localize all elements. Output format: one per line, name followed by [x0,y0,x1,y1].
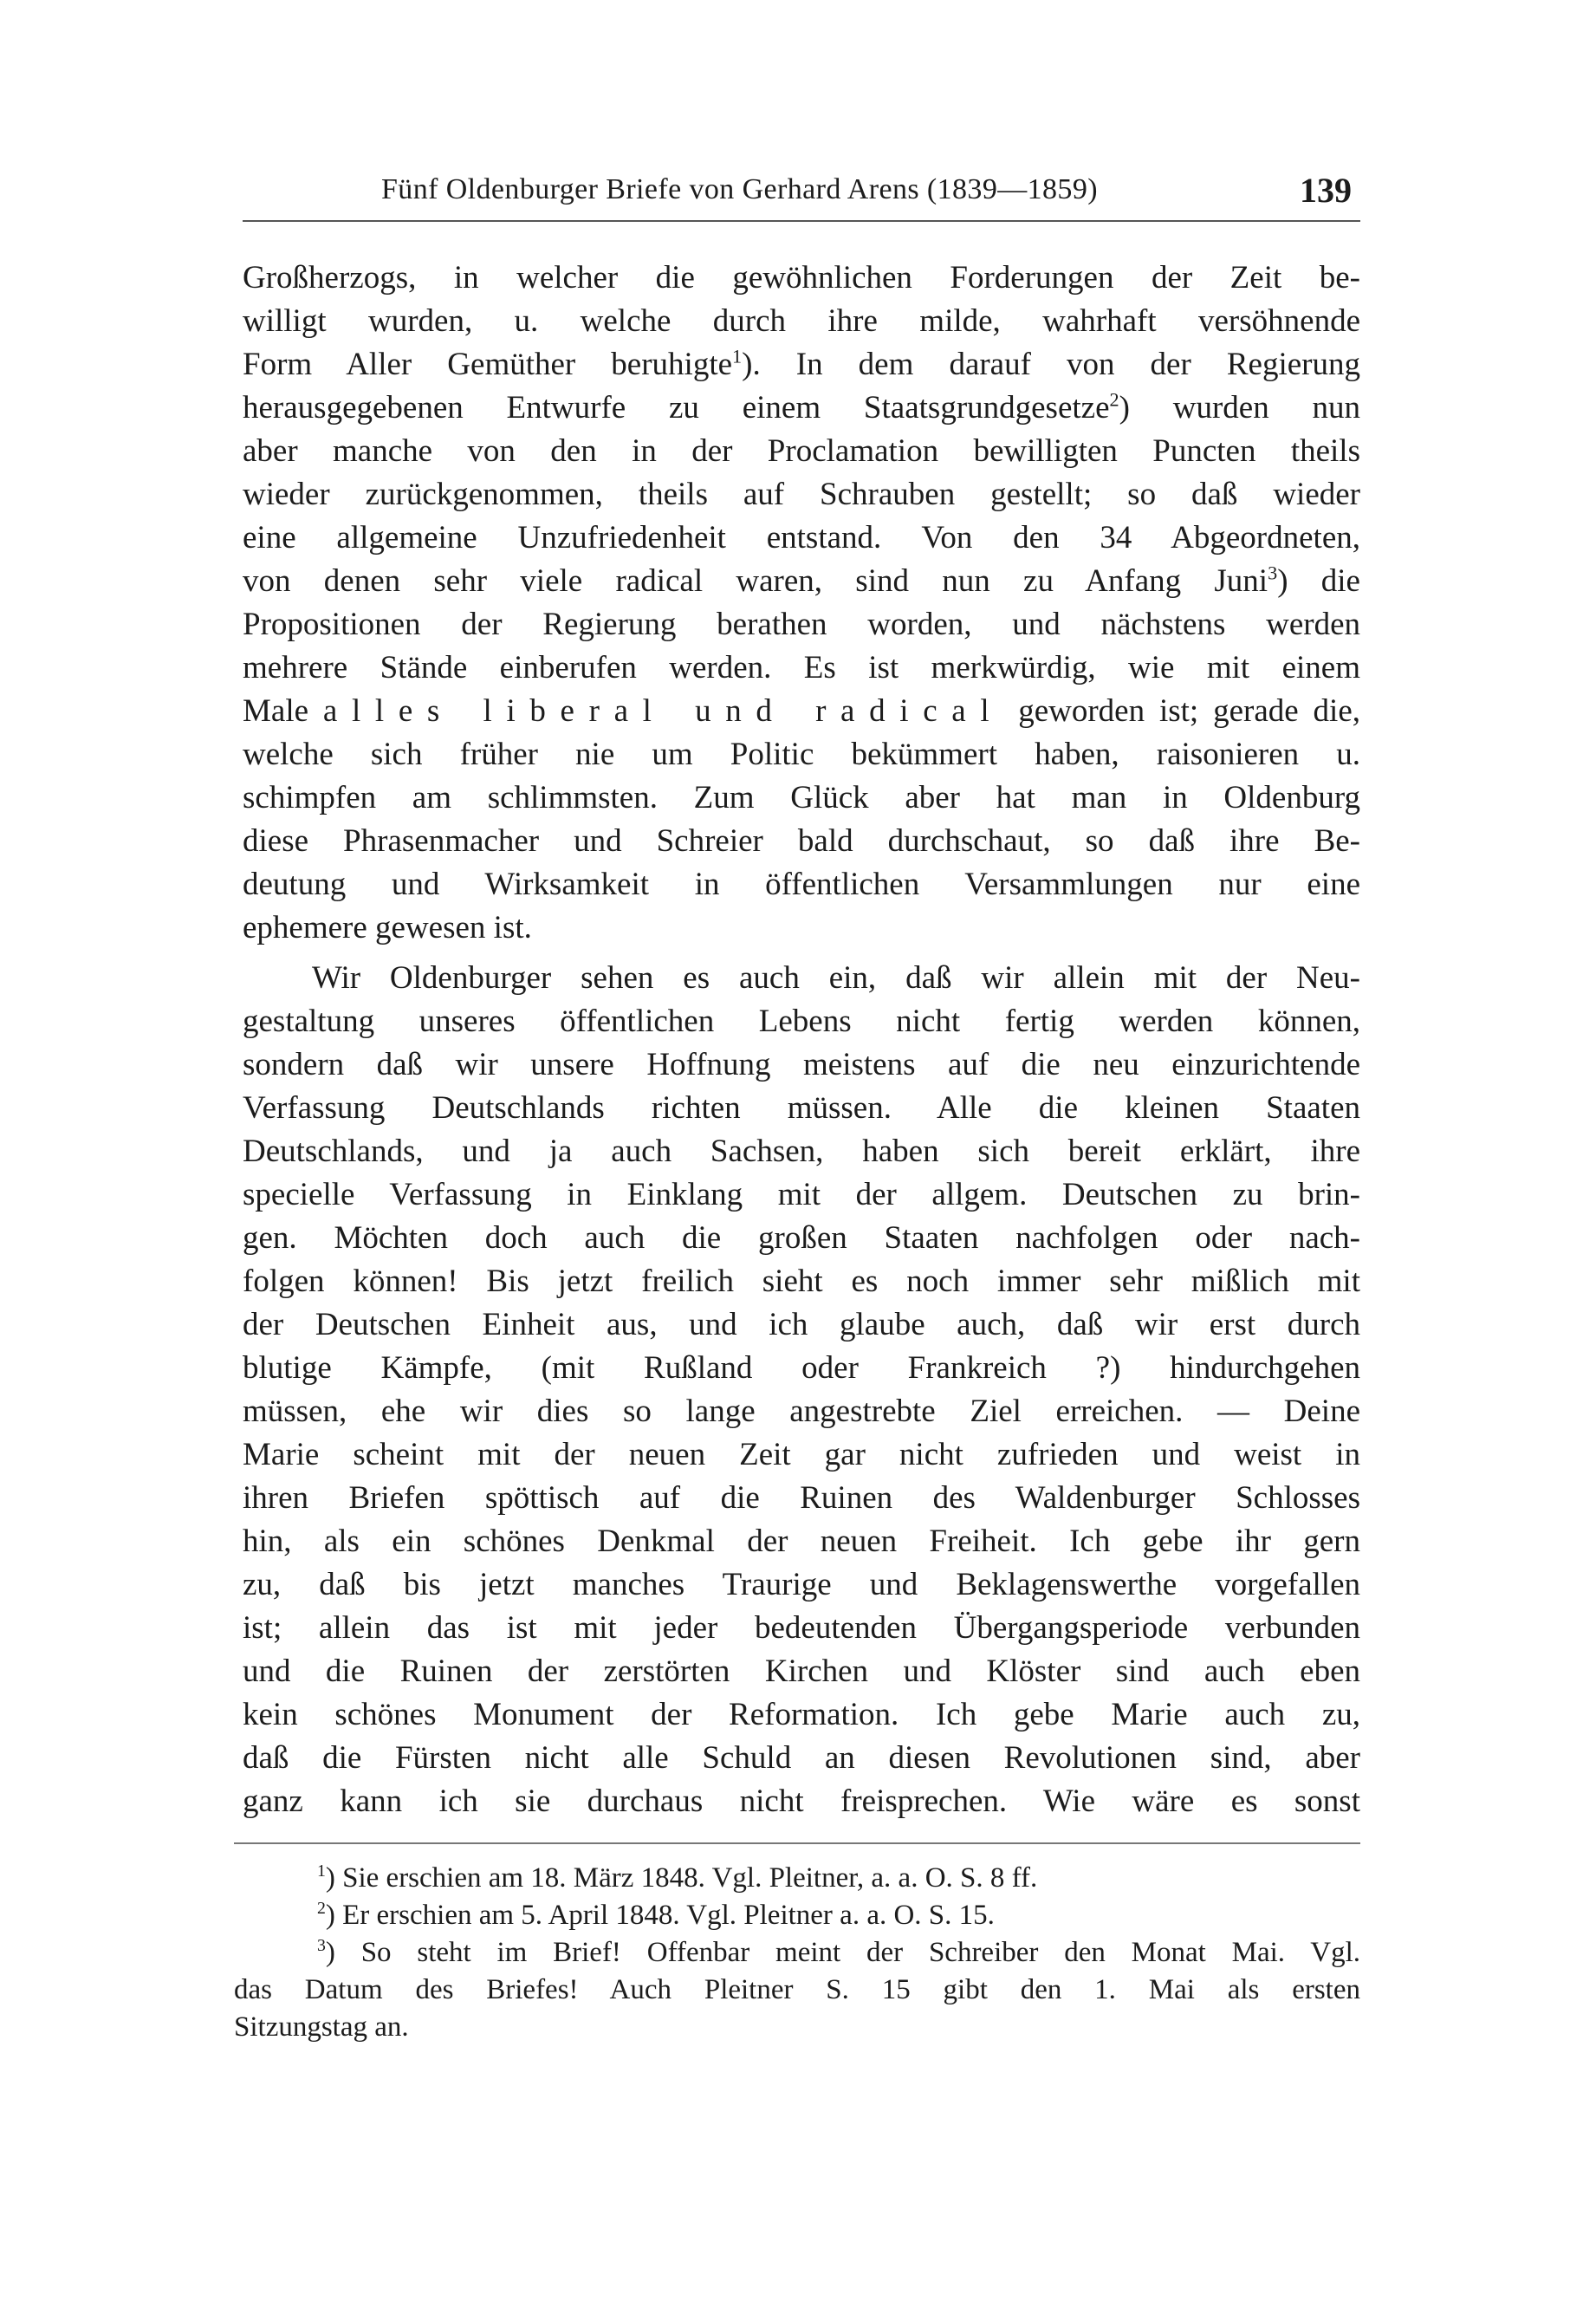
text-line: ist; allein das ist mit jeder bedeutenden Übergangsperiode verbunden [243,1610,1360,1646]
text-span: geworden ist; gerade die, [1018,693,1360,729]
page-number: 139 [1300,171,1352,210]
text-line: ganz kann ich sie durchaus nicht freisprechen. Wie wäre es sonst [243,1783,1360,1819]
text-span: ). In dem darauf von der Regierung [742,347,1360,382]
footnote-3-continuation: Sitzungstag an. [234,2011,409,2043]
text-line: diese Phrasenmacher und Schreier bald durchschaut, so daß ihre Be- [243,823,1360,859]
text-line: folgen können! Bis jetzt freilich sieht es noch immer sehr mißlich mit [243,1264,1360,1299]
text-line: daß die Fürsten nicht alle Schuld an diesen Revolutionen sind, aber [243,1740,1360,1776]
footnote-ref: 2 [1109,388,1119,411]
text-span: von denen sehr viele radical waren, sind nun zu Anfang Juni [243,563,1268,599]
text-line: Propositionen der Regierung berathen worden, und nächstens werden [243,607,1360,642]
footnote-2 [234,1897,1360,1934]
text-line: mehrere Stände einberufen werden. Es ist merkwürdig, wie mit einem [243,650,1360,685]
text-line: der Deutschen Einheit aus, und ich glaube auch, daß wir erst durch [243,1307,1360,1342]
text-line: kein schönes Monument der Reformation. Ich gebe Marie auch zu, [243,1697,1360,1732]
footnote-text: ) Er erschien am 5. April 1848. Vgl. Pleitner a. a. O. S. 15. [325,1900,995,1931]
footnotes [234,1842,1360,2046]
footnote-marker: 2 [317,1899,326,1919]
text-span: Male [243,693,309,729]
text-line [243,690,1360,733]
footnote-marker: 1 [317,1861,326,1881]
text-line: zu, daß bis jetzt manches Traurige und Beklagenswerthe vorgefallen [243,1567,1360,1602]
text-line: wieder zurückgenommen, theils auf Schrauben gestellt; so daß wieder [243,477,1360,512]
text-span: herausgegebenen Entwurfe zu einem Staatsgrundgesetze [243,390,1110,426]
text-line: Wir Oldenburger sehen es auch ein, daß wir allein mit der Neu- [312,960,1360,996]
text-line: gestaltung unseres öffentlichen Lebens nicht fertig werden können, [243,1004,1360,1039]
text-line: ephemere gewesen ist. [243,910,532,945]
text-line: ihren Briefen spöttisch auf die Ruinen des Waldenburger Schlosses [243,1480,1360,1516]
text-line: schimpfen am schlimmsten. Zum Glück aber hat man in Oldenburg [243,780,1360,815]
running-title: Fünf Oldenburger Briefe von Gerhard Arens (1839—1859) [381,173,1098,205]
footnote-3 [234,1934,1360,1972]
text-line: müssen, ehe wir dies so lange angestrebte Ziel erreichen. — Deine [243,1394,1360,1429]
footnote-text: ) Sie erschien am 18. März 1848. Vgl. Pleitner, a. a. O. S. 8 ff. [325,1862,1038,1894]
text-line: Marie scheint mit der neuen Zeit gar nicht zufrieden und weist in [243,1437,1360,1472]
paragraph-1 [243,257,1360,950]
text-line: gen. Möchten doch auch die großen Staaten nachfolgen oder nach- [243,1220,1360,1256]
spaced-emphasis: alles liberal und radical [322,693,1004,729]
text-line: blutige Kämpfe, (mit Rußland oder Frankreich ?) hindurchgehen [243,1350,1360,1386]
paragraph-2 [243,957,1360,1823]
footnote-text: ) So steht im Brief! Offenbar meint der Schreiber den Monat Mai. Vgl. [325,1937,1360,1968]
text-line: specielle Verfassung in Einklang mit der allgem. Deutschen zu brin- [243,1177,1360,1212]
footnote-marker: 3 [317,1936,326,1956]
text-line: deutung und Wirksamkeit in öffentlichen Versammlungen nur eine [243,867,1360,902]
footnote-ref: 3 [1268,562,1278,584]
text-line [243,343,1360,387]
text-span: Form Aller Gemüther beruhigte [243,347,733,382]
text-line: aber manche von den in der Proclamation bewilligten Puncten theils [243,433,1360,469]
footnote-1 [234,1860,1360,1897]
text-line: Verfassung Deutschlands richten müssen. Alle die kleinen Staaten [243,1090,1360,1126]
text-span: ) die [1277,563,1360,599]
text-line: Großherzogs, in welcher die gewöhnlichen Forderungen der Zeit be- [243,260,1360,296]
text-line: willigt wurden, u. welche durch ihre milde, wahrhaft versöhnende [243,303,1360,339]
text-span: ) wurden nun [1119,390,1360,426]
text-line: und die Ruinen der zerstörten Kirchen und Klöster sind auch eben [243,1654,1360,1689]
text-line: welche sich früher nie um Politic bekümmert haben, raisonieren u. [243,737,1360,772]
text-line: hin, als ein schönes Denkmal der neuen Freiheit. Ich gebe ihr gern [243,1524,1360,1559]
text-line: Deutschlands, und ja auch Sachsen, haben sich bereit erklärt, ihre [243,1134,1360,1169]
footnote-3-continuation: das Datum des Briefes! Auch Pleitner S. 15 gibt den 1. Mai als ersten [234,1974,1360,2005]
paragraph-gap [243,950,1360,957]
text-line: sondern daß wir unsere Hoffnung meistens auf die neu einzurichtende [243,1047,1360,1082]
text-line [243,387,1360,430]
running-header [243,168,1360,222]
body-text [243,257,1360,1823]
text-line: eine allgemeine Unzufriedenheit entstand. Von den 34 Abgeordneten, [243,520,1360,556]
footnote-ref: 1 [732,345,743,367]
text-line [243,560,1360,603]
